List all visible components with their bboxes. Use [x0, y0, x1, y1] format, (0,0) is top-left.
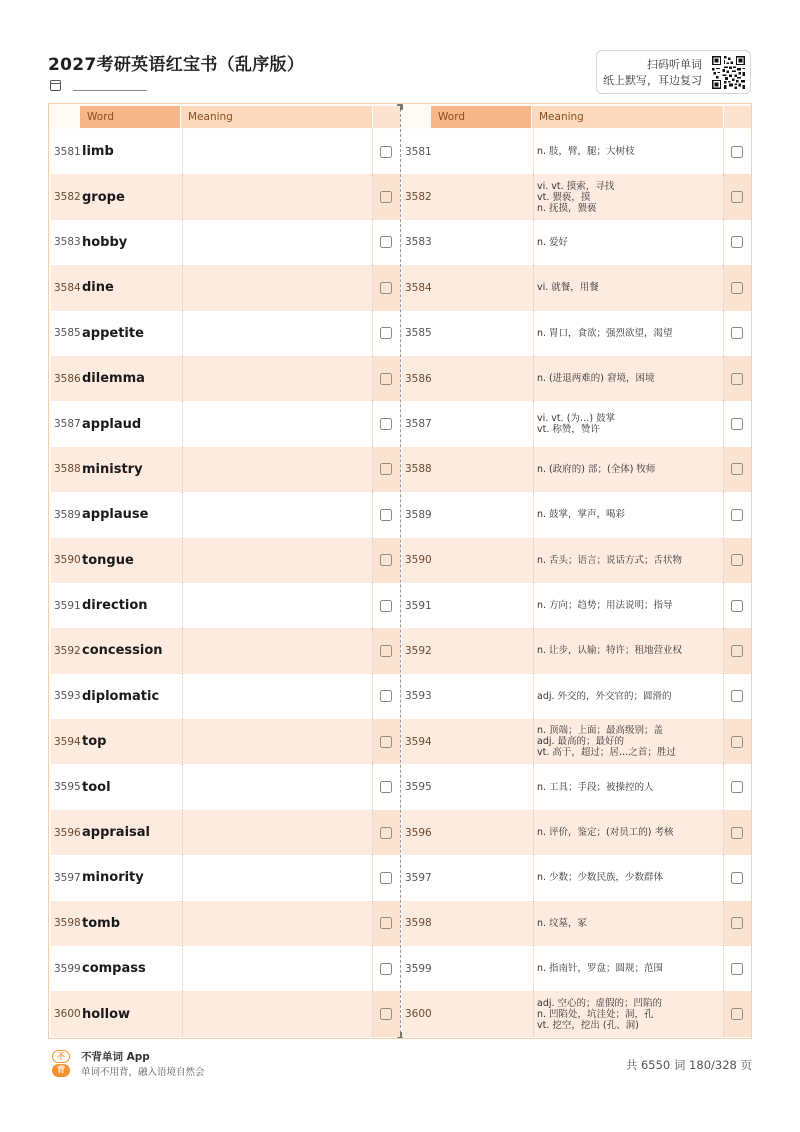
- review-checkbox[interactable]: [731, 554, 743, 566]
- row-number: 3589: [405, 508, 432, 521]
- meaning-row: [402, 674, 751, 719]
- word-rows: [51, 129, 400, 1037]
- meaning-blank[interactable]: [182, 538, 373, 583]
- meaning-row: [402, 129, 751, 174]
- word-text: limb: [82, 144, 114, 160]
- check-cell: [724, 538, 751, 583]
- review-checkbox[interactable]: [380, 827, 392, 839]
- check-cell: [373, 946, 400, 991]
- review-checkbox[interactable]: [380, 282, 392, 294]
- row-number: 3594: [54, 735, 81, 748]
- meaning-row: [402, 401, 751, 446]
- app-tagline: 单词不用背，融入语境自然会: [81, 1067, 205, 1078]
- check-cell: [724, 901, 751, 946]
- word-text: applause: [82, 507, 149, 523]
- row-number: 3595: [405, 781, 432, 794]
- word-row: [51, 401, 400, 446]
- word-row: [51, 901, 400, 946]
- review-checkbox[interactable]: [380, 690, 392, 702]
- word-row: [51, 492, 400, 537]
- page-counter: 共 6550 词 180/328 页: [625, 1058, 752, 1072]
- review-checkbox[interactable]: [731, 146, 743, 158]
- word-header: Word: [80, 106, 180, 128]
- app-name: 不背单词 App: [81, 1051, 150, 1063]
- row-number: 3584: [54, 281, 81, 294]
- word-row: [51, 764, 400, 809]
- meaning-blank[interactable]: [182, 220, 373, 265]
- review-checkbox[interactable]: [731, 645, 743, 657]
- check-cell: [373, 991, 400, 1036]
- check-header: [373, 106, 400, 128]
- check-cell: [724, 174, 751, 219]
- check-cell: [373, 356, 400, 401]
- row-number: 3582: [54, 191, 81, 204]
- row-number: 3593: [54, 690, 81, 703]
- meaning-blank[interactable]: [182, 265, 373, 310]
- word-row: [51, 628, 400, 673]
- meaning-blank[interactable]: [182, 810, 373, 855]
- review-checkbox[interactable]: [731, 236, 743, 248]
- row-number: 3587: [54, 418, 81, 431]
- row-number: 3591: [54, 599, 81, 612]
- meaning-blank[interactable]: [182, 401, 373, 446]
- word-row: [51, 855, 400, 900]
- word-text: concession: [82, 643, 163, 659]
- review-checkbox[interactable]: [380, 146, 392, 158]
- review-checkbox[interactable]: [380, 781, 392, 793]
- meaning-text: n. 坟墓，冢: [537, 917, 588, 929]
- row-number: 3583: [54, 236, 81, 249]
- row-number: 3597: [405, 871, 432, 884]
- review-checkbox[interactable]: [380, 463, 392, 475]
- meaning-blank[interactable]: [182, 311, 373, 356]
- row-number: 3594: [405, 735, 432, 748]
- row-number: 3591: [405, 599, 432, 612]
- review-checkbox[interactable]: [380, 509, 392, 521]
- meaning-header: Meaning: [181, 106, 372, 128]
- check-cell: [724, 583, 751, 628]
- check-header: [724, 106, 751, 128]
- logo-top-glyph: 不: [52, 1050, 70, 1063]
- row-number: 3589: [54, 508, 81, 521]
- meaning-blank[interactable]: [182, 901, 373, 946]
- review-checkbox[interactable]: [731, 872, 743, 884]
- review-checkbox[interactable]: [731, 418, 743, 430]
- meaning-text: n. (进退两难的) 窘境，困境: [537, 373, 655, 385]
- review-checkbox[interactable]: [731, 736, 743, 748]
- word-text: tool: [82, 779, 111, 795]
- check-cell: [724, 628, 751, 673]
- row-number: 3588: [405, 463, 432, 476]
- word-row: [51, 946, 400, 991]
- review-checkbox[interactable]: [380, 736, 392, 748]
- meaning-row: [402, 946, 751, 991]
- word-text: hollow: [82, 1006, 131, 1022]
- check-cell: [373, 674, 400, 719]
- review-checkbox[interactable]: [731, 1008, 743, 1020]
- row-number: 3592: [54, 644, 81, 657]
- row-number: 3590: [405, 554, 432, 567]
- meaning-text: adj. 外交的，外交官的；圆滑的: [537, 690, 672, 702]
- check-cell: [724, 129, 751, 174]
- review-checkbox[interactable]: [731, 191, 743, 203]
- check-cell: [373, 855, 400, 900]
- date-field: [50, 80, 147, 91]
- word-row: [51, 447, 400, 492]
- check-cell: [724, 946, 751, 991]
- review-checkbox[interactable]: [731, 463, 743, 475]
- check-cell: [373, 492, 400, 537]
- check-cell: [373, 719, 400, 764]
- row-number: 3586: [54, 372, 81, 385]
- check-cell: [373, 220, 400, 265]
- meaning-rows: [402, 129, 751, 1037]
- meaning-blank[interactable]: [182, 991, 373, 1036]
- check-cell: [724, 855, 751, 900]
- review-checkbox[interactable]: [731, 827, 743, 839]
- word-row: [51, 674, 400, 719]
- qr-caption-line2: 纸上默写，耳边复习: [603, 74, 702, 87]
- word-row: [51, 129, 400, 174]
- row-number: 3595: [54, 781, 81, 794]
- row-number: 3584: [405, 281, 432, 294]
- check-cell: [373, 265, 400, 310]
- review-checkbox[interactable]: [380, 872, 392, 884]
- check-cell: [373, 129, 400, 174]
- meaning-row: [402, 447, 751, 492]
- row-number: 3593: [405, 690, 432, 703]
- row-number: 3598: [54, 917, 81, 930]
- word-text: ministry: [82, 461, 143, 477]
- row-number: 3585: [54, 327, 81, 340]
- meaning-text: n. 爱好: [537, 236, 569, 248]
- review-checkbox[interactable]: [380, 645, 392, 657]
- meaning-text: n. 胃口，食欲；强烈欲望，渴望: [537, 327, 673, 339]
- word-text: hobby: [82, 234, 128, 250]
- meaning-blank[interactable]: [182, 674, 373, 719]
- word-row: [51, 265, 400, 310]
- date-line[interactable]: [73, 81, 147, 91]
- check-cell: [373, 447, 400, 492]
- review-checkbox[interactable]: [380, 600, 392, 612]
- check-cell: [373, 583, 400, 628]
- page-title: 2027考研英语红宝书（乱序版）: [48, 55, 305, 75]
- check-cell: [724, 492, 751, 537]
- meaning-blank[interactable]: [182, 583, 373, 628]
- meaning-row: [402, 855, 751, 900]
- meaning-blank[interactable]: [182, 356, 373, 401]
- word-row: [51, 311, 400, 356]
- meaning-row: [402, 538, 751, 583]
- review-checkbox[interactable]: [380, 1008, 392, 1020]
- review-checkbox[interactable]: [731, 781, 743, 793]
- meaning-row: [402, 764, 751, 809]
- meaning-text: n. 让步，认输；特许；租地营业权: [537, 645, 683, 657]
- review-checkbox[interactable]: [380, 236, 392, 248]
- meaning-text: n. 鼓掌，掌声，喝彩: [537, 509, 626, 521]
- meaning-text: n. (政府的) 部；(全体) 牧师: [537, 463, 656, 475]
- row-number: 3585: [405, 327, 432, 340]
- word-text: dilemma: [82, 371, 145, 387]
- word-text: applaud: [82, 416, 142, 432]
- meaning-blank[interactable]: [182, 174, 373, 219]
- row-number: 3581: [405, 145, 432, 158]
- row-number: 3597: [54, 871, 81, 884]
- check-cell: [373, 538, 400, 583]
- review-checkbox[interactable]: [380, 554, 392, 566]
- review-checkbox[interactable]: [380, 963, 392, 975]
- row-number: 3599: [54, 962, 81, 975]
- word-sheet: [48, 103, 752, 1039]
- qr-callout: [596, 50, 751, 94]
- meaning-blank[interactable]: [182, 719, 373, 764]
- review-checkbox[interactable]: [380, 191, 392, 203]
- meaning-blank[interactable]: [182, 447, 373, 492]
- check-cell: [724, 265, 751, 310]
- row-number: 3581: [54, 145, 81, 158]
- word-text: direction: [82, 598, 148, 614]
- meaning-text: n. 评价，鉴定；(对员工的) 考核: [537, 827, 674, 839]
- meaning-text: n. 方向；趋势；用法说明；指导: [537, 600, 673, 612]
- word-text: appraisal: [82, 825, 150, 841]
- word-text: dine: [82, 280, 114, 296]
- row-number: 3588: [54, 463, 81, 476]
- logo-bottom-glyph: 背: [52, 1064, 70, 1077]
- review-checkbox[interactable]: [380, 917, 392, 929]
- check-cell: [724, 810, 751, 855]
- qr-caption-line1: 扫码听单词: [647, 58, 702, 71]
- check-cell: [373, 401, 400, 446]
- meaning-blank[interactable]: [182, 129, 373, 174]
- review-checkbox[interactable]: [731, 963, 743, 975]
- check-cell: [373, 628, 400, 673]
- row-number: 3596: [54, 826, 81, 839]
- word-text: tongue: [82, 552, 134, 568]
- meaning-row: [402, 628, 751, 673]
- review-checkbox[interactable]: [380, 418, 392, 430]
- word-row: [51, 583, 400, 628]
- meaning-row: [402, 356, 751, 401]
- check-cell: [373, 810, 400, 855]
- row-number: 3587: [405, 418, 432, 431]
- word-text: compass: [82, 961, 146, 977]
- word-text: top: [82, 734, 107, 750]
- check-cell: [373, 311, 400, 356]
- meaning-text: n. 工具；手段；被操控的人: [537, 781, 654, 793]
- row-number: 3600: [405, 1008, 432, 1021]
- check-cell: [724, 991, 751, 1036]
- word-row: [51, 810, 400, 855]
- review-checkbox[interactable]: [731, 690, 743, 702]
- row-number: 3583: [405, 236, 432, 249]
- meaning-row: [402, 719, 751, 764]
- meaning-column: [402, 104, 751, 1038]
- row-number: 3598: [405, 917, 432, 930]
- word-text: tomb: [82, 915, 120, 931]
- meaning-row: [402, 265, 751, 310]
- meaning-text: n. 顶端；上面；最高级别；盖 adj. 最高的；最好的 vt. 高于，超过；居…之首；胜过: [537, 725, 676, 759]
- word-row: [51, 719, 400, 764]
- meaning-blank[interactable]: [182, 946, 373, 991]
- row-number: 3596: [405, 826, 432, 839]
- check-cell: [373, 174, 400, 219]
- review-checkbox[interactable]: [731, 509, 743, 521]
- app-logo-icon: [52, 1050, 72, 1076]
- meaning-blank[interactable]: [182, 855, 373, 900]
- meaning-blank[interactable]: [182, 764, 373, 809]
- meaning-row: [402, 174, 751, 219]
- row-number: 3590: [54, 554, 81, 567]
- check-cell: [724, 401, 751, 446]
- review-checkbox[interactable]: [380, 327, 392, 339]
- check-cell: [724, 220, 751, 265]
- check-cell: [373, 901, 400, 946]
- check-cell: [724, 674, 751, 719]
- word-row: [51, 356, 400, 401]
- row-number: 3586: [405, 372, 432, 385]
- meaning-text: n. 指南针，罗盘；圆规；范围: [537, 963, 664, 975]
- word-text: grope: [82, 189, 125, 205]
- meaning-text: n. 舌头；语言；说话方式；舌状物: [537, 554, 683, 566]
- review-checkbox[interactable]: [380, 373, 392, 385]
- check-cell: [724, 356, 751, 401]
- meaning-row: [402, 583, 751, 628]
- check-cell: [724, 764, 751, 809]
- check-cell: [724, 719, 751, 764]
- word-column: [51, 104, 400, 1038]
- meaning-text: vi. vt. (为…) 鼓掌 vt. 称赞，赞许: [537, 413, 616, 436]
- meaning-row: [402, 311, 751, 356]
- meaning-row: [402, 901, 751, 946]
- row-number: 3599: [405, 962, 432, 975]
- check-cell: [724, 447, 751, 492]
- meaning-text: n. 少数；少数民族，少数群体: [537, 872, 664, 884]
- fold-divider: [400, 104, 401, 1038]
- review-checkbox[interactable]: [731, 917, 743, 929]
- word-text: diplomatic: [82, 688, 160, 704]
- check-cell: [724, 311, 751, 356]
- meaning-text: vi. vt. 摸索，寻找 vt. 猥亵，摸 n. 抚摸，猥亵: [537, 180, 615, 214]
- word-row: [51, 991, 400, 1036]
- meaning-text: n. 肢，臂，腿；大树枝: [537, 146, 635, 158]
- word-text: appetite: [82, 325, 144, 341]
- check-cell: [373, 764, 400, 809]
- meaning-blank[interactable]: [182, 492, 373, 537]
- review-checkbox[interactable]: [731, 373, 743, 385]
- meaning-row: [402, 220, 751, 265]
- word-row: [51, 174, 400, 219]
- word-header: Word: [431, 106, 531, 128]
- review-checkbox[interactable]: [731, 600, 743, 612]
- word-row: [51, 538, 400, 583]
- review-checkbox[interactable]: [731, 327, 743, 339]
- meaning-row: [402, 492, 751, 537]
- row-number: 3592: [405, 644, 432, 657]
- word-row: [51, 220, 400, 265]
- row-number: 3600: [54, 1008, 81, 1021]
- qr-caption: [603, 57, 702, 89]
- meaning-text: vi. 就餐，用餐: [537, 282, 599, 294]
- meaning-text: adj. 空心的；虚假的；凹陷的 n. 凹陷处，坑洼处；洞，孔 vt. 挖空，挖出 (孔、洞): [537, 997, 663, 1031]
- review-checkbox[interactable]: [731, 282, 743, 294]
- meaning-row: [402, 991, 751, 1036]
- meaning-blank[interactable]: [182, 628, 373, 673]
- row-number: 3582: [405, 191, 432, 204]
- meaning-row: [402, 810, 751, 855]
- qr-code-icon[interactable]: [712, 56, 745, 89]
- calendar-icon: [50, 80, 61, 91]
- meaning-header: Meaning: [532, 106, 723, 128]
- word-text: minority: [82, 870, 144, 886]
